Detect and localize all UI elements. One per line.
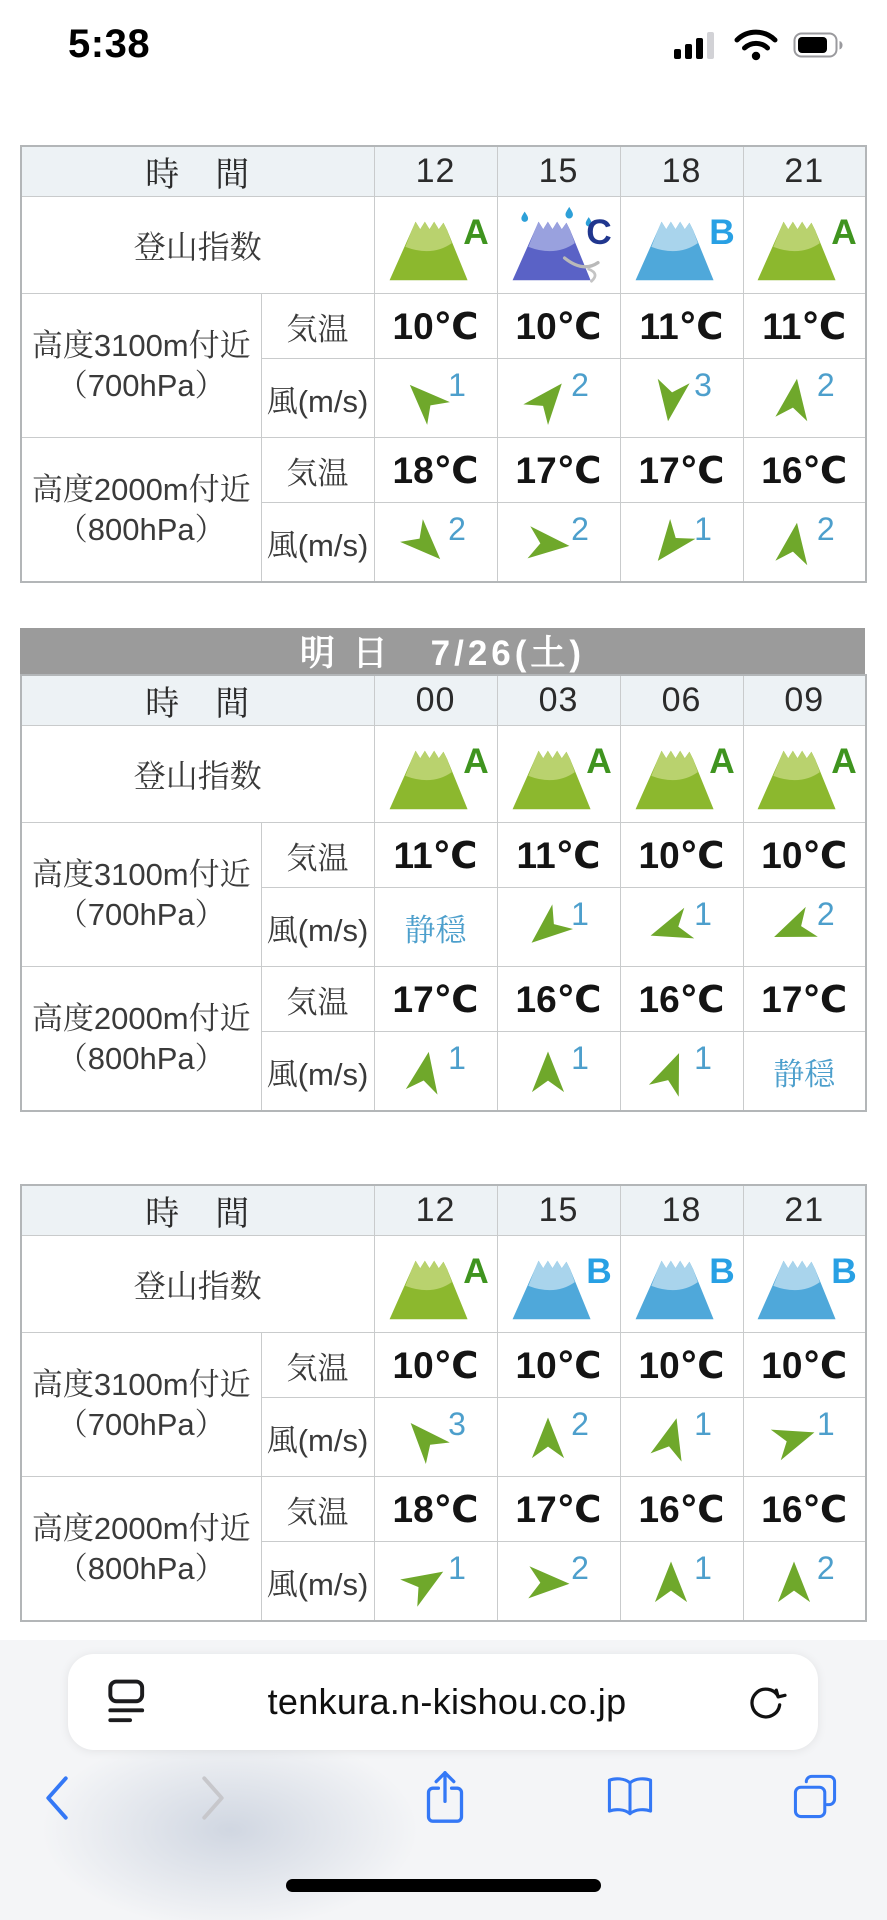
climb-index-icon-b — [752, 1245, 856, 1323]
wind-speed-value: 1 — [694, 895, 712, 932]
wind-cell-content — [405, 1549, 466, 1606]
time-cell: 12 — [374, 146, 497, 197]
svg-text:B: B — [708, 213, 734, 253]
wind-cell-content — [774, 1549, 835, 1606]
wind-speed-value: 2 — [571, 1405, 589, 1442]
wind-cell — [620, 888, 743, 967]
wind-cell — [374, 1398, 497, 1477]
wind-label: 風(m/s) — [261, 1398, 374, 1477]
temp-cell: 16℃ — [620, 1477, 743, 1542]
wind-arrow-icon — [518, 369, 578, 430]
wind-speed-value: 1 — [448, 1039, 466, 1076]
temp-cell: 16℃ — [743, 438, 866, 503]
status-icons — [673, 28, 845, 62]
temp-cell: 10℃ — [497, 294, 620, 359]
temp-cell: 16℃ — [620, 967, 743, 1032]
page-menu-icon[interactable] — [104, 1677, 150, 1727]
wind-arrow-icon — [651, 1560, 691, 1606]
time-cell: 09 — [743, 675, 866, 726]
wind-cell — [374, 359, 497, 438]
temp-cell: 11℃ — [743, 294, 866, 359]
wind-speed-value: 2 — [571, 1549, 589, 1586]
climb-index-cell — [374, 726, 497, 823]
temperature-row — [21, 438, 866, 503]
wind-cell-content — [774, 510, 835, 567]
wind-arrow-icon — [524, 1562, 571, 1604]
wind-arrow-icon — [644, 1044, 698, 1102]
climb-index-icon-a — [752, 206, 856, 284]
wind-cell-content — [528, 895, 589, 952]
temp-cell: 10℃ — [743, 1333, 866, 1398]
time-header-label: 時 間 — [21, 675, 374, 726]
wind-arrow-icon — [395, 1553, 455, 1611]
wind-cell — [374, 1032, 497, 1112]
wind-cell-content — [651, 510, 712, 567]
wind-cell-content — [651, 1039, 712, 1096]
wind-cell-content — [405, 1405, 466, 1462]
altitude-label: 高度2000m付近 （800hPa） — [21, 967, 261, 1112]
webpage-content — [0, 90, 887, 1640]
climb-index-cell — [374, 197, 497, 294]
temp-label: 気温 — [261, 967, 374, 1032]
wind-cell — [620, 1542, 743, 1622]
svg-text:B: B — [831, 1252, 857, 1292]
browser-toolbar — [0, 1768, 887, 1864]
time-header-label: 時 間 — [21, 146, 374, 197]
temp-cell: 10℃ — [620, 823, 743, 888]
wind-arrow-icon — [766, 1412, 822, 1464]
time-cell: 06 — [620, 675, 743, 726]
temp-label: 気温 — [261, 294, 374, 359]
climb-index-cell — [743, 197, 866, 294]
wind-cell — [620, 503, 743, 583]
climb-index-cell — [620, 726, 743, 823]
wind-cell-content — [651, 366, 712, 423]
temp-cell: 10℃ — [497, 1333, 620, 1398]
wind-cell — [497, 1398, 620, 1477]
wind-cell — [743, 503, 866, 583]
altitude-label: 高度2000m付近 （800hPa） — [21, 438, 261, 583]
wind-cell — [743, 888, 866, 967]
climb-index-cell — [743, 1236, 866, 1333]
wind-speed-value: 2 — [816, 510, 835, 547]
wind-cell-content — [405, 510, 466, 567]
time-cell: 15 — [497, 146, 620, 197]
time-cell: 21 — [743, 1185, 866, 1236]
wind-cell-content — [528, 510, 589, 567]
wind-cell — [374, 1542, 497, 1622]
time-cell: 15 — [497, 1185, 620, 1236]
temperature-row — [21, 1333, 866, 1398]
wind-arrow-icon — [648, 374, 694, 425]
wind-speed-value: 2 — [816, 1549, 835, 1586]
reload-icon[interactable] — [744, 1680, 788, 1724]
climb-index-cell — [374, 1236, 497, 1333]
temp-cell: 10℃ — [374, 294, 497, 359]
wind-cell — [620, 359, 743, 438]
wind-label: 風(m/s) — [261, 1032, 374, 1112]
temp-cell: 17℃ — [497, 438, 620, 503]
climb-index-row — [21, 726, 866, 823]
temperature-row — [21, 294, 866, 359]
wind-cell — [374, 503, 497, 583]
temp-cell: 17℃ — [620, 438, 743, 503]
climb-index-row — [21, 1236, 866, 1333]
wind-cell-content — [528, 1039, 589, 1096]
back-icon[interactable] — [40, 1774, 74, 1822]
wind-cell-content — [405, 1039, 466, 1096]
wind-label: 風(m/s) — [261, 359, 374, 438]
climb-index-icon-a — [384, 1245, 488, 1323]
climb-index-icon-b — [630, 1245, 734, 1323]
wind-arrow-icon — [774, 1560, 814, 1606]
svg-text:B: B — [585, 1252, 611, 1292]
svg-text:C: C — [585, 213, 611, 253]
wind-cell — [497, 1542, 620, 1622]
temp-cell: 11℃ — [374, 823, 497, 888]
wind-calm-label: 静穏 — [404, 912, 467, 948]
time-cell: 18 — [620, 146, 743, 197]
wind-speed-value: 2 — [448, 510, 466, 547]
altitude-label: 高度3100m付近 （700hPa） — [21, 823, 261, 967]
wind-arrow-icon — [395, 1408, 456, 1469]
forecast-table — [20, 145, 867, 583]
wind-cell — [620, 1398, 743, 1477]
address-bar[interactable] — [68, 1654, 818, 1750]
climb-index-icon-b — [630, 206, 734, 284]
time-cell: 00 — [374, 675, 497, 726]
wind-speed-value: 1 — [816, 1405, 835, 1442]
home-indicator[interactable] — [286, 1879, 601, 1892]
wind-arrow-icon — [641, 513, 701, 574]
wind-speed-value: 1 — [694, 510, 712, 547]
wind-cell-content — [528, 1549, 589, 1606]
temp-cell: 11℃ — [497, 823, 620, 888]
temperature-row — [21, 823, 866, 888]
temp-cell: 17℃ — [497, 1477, 620, 1542]
tabs-icon[interactable] — [790, 1772, 840, 1822]
wind-cell-content — [405, 366, 466, 423]
wind-arrow-icon — [771, 518, 817, 569]
bookmarks-icon[interactable] — [604, 1774, 656, 1820]
wind-speed-value: 1 — [694, 1549, 712, 1586]
url-label[interactable]: tenkura.n-kishou.co.jp — [267, 1681, 627, 1722]
wind-speed-value: 1 — [694, 1039, 712, 1076]
share-icon[interactable] — [423, 1768, 467, 1826]
wind-cell — [497, 888, 620, 967]
time-cell: 21 — [743, 146, 866, 197]
time-header-row — [21, 675, 866, 726]
wind-arrow-icon — [528, 1416, 568, 1462]
wind-calm-label: 静穏 — [773, 1056, 836, 1092]
wind-cell-content — [651, 1549, 712, 1606]
svg-text:A: A — [462, 213, 488, 253]
wind-cell — [743, 359, 866, 438]
time-cell: 12 — [374, 1185, 497, 1236]
status-bar — [0, 0, 887, 90]
wind-cell — [497, 1032, 620, 1112]
climb-index-icon-b — [507, 1245, 611, 1323]
forecast-table — [20, 674, 867, 1112]
wind-arrow-icon — [395, 513, 456, 574]
altitude-label: 高度3100m付近 （700hPa） — [21, 294, 261, 438]
climb-index-cell — [497, 726, 620, 823]
svg-text:A: A — [462, 742, 488, 782]
climb-index-label: 登山指数 — [21, 197, 374, 294]
wind-arrow-icon — [518, 898, 579, 958]
temp-cell: 11℃ — [620, 294, 743, 359]
climb-index-cell — [620, 197, 743, 294]
wind-arrow-icon — [395, 369, 456, 430]
svg-text:A: A — [462, 1252, 488, 1292]
wind-speed-value: 2 — [816, 366, 835, 403]
wind-cell-content — [774, 1405, 835, 1462]
climb-index-cell — [497, 197, 620, 294]
wind-speed-value: 1 — [571, 895, 589, 932]
wind-cell — [743, 1398, 866, 1477]
battery-icon — [793, 32, 845, 58]
wind-speed-value: 2 — [816, 895, 835, 932]
temp-cell: 18℃ — [374, 1477, 497, 1542]
climb-index-label: 登山指数 — [21, 726, 374, 823]
svg-text:B: B — [708, 1252, 734, 1292]
climb-index-label: 登山指数 — [21, 1236, 374, 1333]
wind-speed-value: 1 — [694, 1405, 712, 1442]
svg-text:A: A — [585, 742, 611, 782]
svg-text:A: A — [708, 742, 734, 782]
time-header-label: 時 間 — [21, 1185, 374, 1236]
temp-cell: 16℃ — [743, 1477, 866, 1542]
wind-speed-value: 1 — [448, 366, 466, 403]
svg-text:A: A — [831, 742, 857, 782]
temperature-row — [21, 1477, 866, 1542]
wind-arrow-icon — [765, 901, 823, 955]
forecast-table — [20, 1184, 867, 1622]
climb-index-cell — [497, 1236, 620, 1333]
time-header-row — [21, 1185, 866, 1236]
wind-label: 風(m/s) — [261, 503, 374, 583]
altitude-label: 高度2000m付近 （800hPa） — [21, 1477, 261, 1622]
altitude-label: 高度3100m付近 （700hPa） — [21, 1333, 261, 1477]
forward-icon[interactable] — [196, 1774, 230, 1822]
wind-cell-content — [774, 895, 835, 952]
wind-label: 風(m/s) — [261, 1542, 374, 1622]
day-band: 明 日 7/26(土) — [20, 628, 865, 674]
climb-index-icon-a — [384, 735, 488, 813]
wind-speed-value: 1 — [448, 1549, 466, 1586]
status-time: 5:38 — [68, 22, 151, 66]
temp-label: 気温 — [261, 1333, 374, 1398]
temp-cell: 16℃ — [497, 967, 620, 1032]
climb-index-icon-a — [752, 735, 856, 813]
climb-index-row — [21, 197, 866, 294]
temp-cell: 17℃ — [743, 967, 866, 1032]
time-header-row — [21, 146, 866, 197]
temp-cell: 10℃ — [374, 1333, 497, 1398]
temp-cell: 18℃ — [374, 438, 497, 503]
wind-cell-content — [651, 895, 712, 952]
wind-cell — [743, 1542, 866, 1622]
weather-tables — [0, 145, 887, 1622]
climb-index-cell — [620, 1236, 743, 1333]
temp-label: 気温 — [261, 1477, 374, 1542]
cellular-signal-icon — [673, 29, 719, 61]
time-cell: 18 — [620, 1185, 743, 1236]
wind-speed-value: 3 — [694, 366, 712, 403]
wind-arrow-icon — [528, 1050, 568, 1096]
wind-speed-value: 2 — [571, 366, 589, 403]
temp-label: 気温 — [261, 438, 374, 503]
wind-cell — [620, 1032, 743, 1112]
wind-speed-value: 1 — [571, 1039, 589, 1076]
climb-index-cell — [743, 726, 866, 823]
browser-chrome — [0, 1640, 887, 1920]
wind-cell — [497, 503, 620, 583]
wind-cell-content — [528, 1405, 589, 1462]
temp-cell: 17℃ — [374, 967, 497, 1032]
temperature-row — [21, 967, 866, 1032]
wind-cell — [374, 888, 497, 967]
climb-index-icon-a — [507, 735, 611, 813]
wind-speed-value: 3 — [448, 1405, 466, 1442]
wind-arrow-icon — [401, 1046, 448, 1098]
temp-label: 気温 — [261, 823, 374, 888]
climb-index-icon-a — [384, 206, 488, 284]
temp-cell: 10℃ — [620, 1333, 743, 1398]
wind-cell-content — [651, 1405, 712, 1462]
wind-arrow-icon — [523, 522, 572, 566]
wind-cell-content — [774, 366, 835, 423]
wind-label: 風(m/s) — [261, 888, 374, 967]
wind-speed-value: 2 — [571, 510, 589, 547]
wind-arrow-icon — [771, 374, 817, 425]
wind-arrow-icon — [643, 902, 699, 954]
wind-arrow-icon — [646, 1411, 697, 1466]
temp-cell: 10℃ — [743, 823, 866, 888]
wind-cell-content — [528, 366, 589, 423]
wifi-icon — [733, 28, 779, 62]
wind-cell — [497, 359, 620, 438]
climb-index-icon-a — [630, 735, 734, 813]
svg-text:A: A — [831, 213, 857, 253]
time-cell: 03 — [497, 675, 620, 726]
climb-index-icon-c — [507, 206, 611, 284]
wind-cell — [743, 1032, 866, 1112]
